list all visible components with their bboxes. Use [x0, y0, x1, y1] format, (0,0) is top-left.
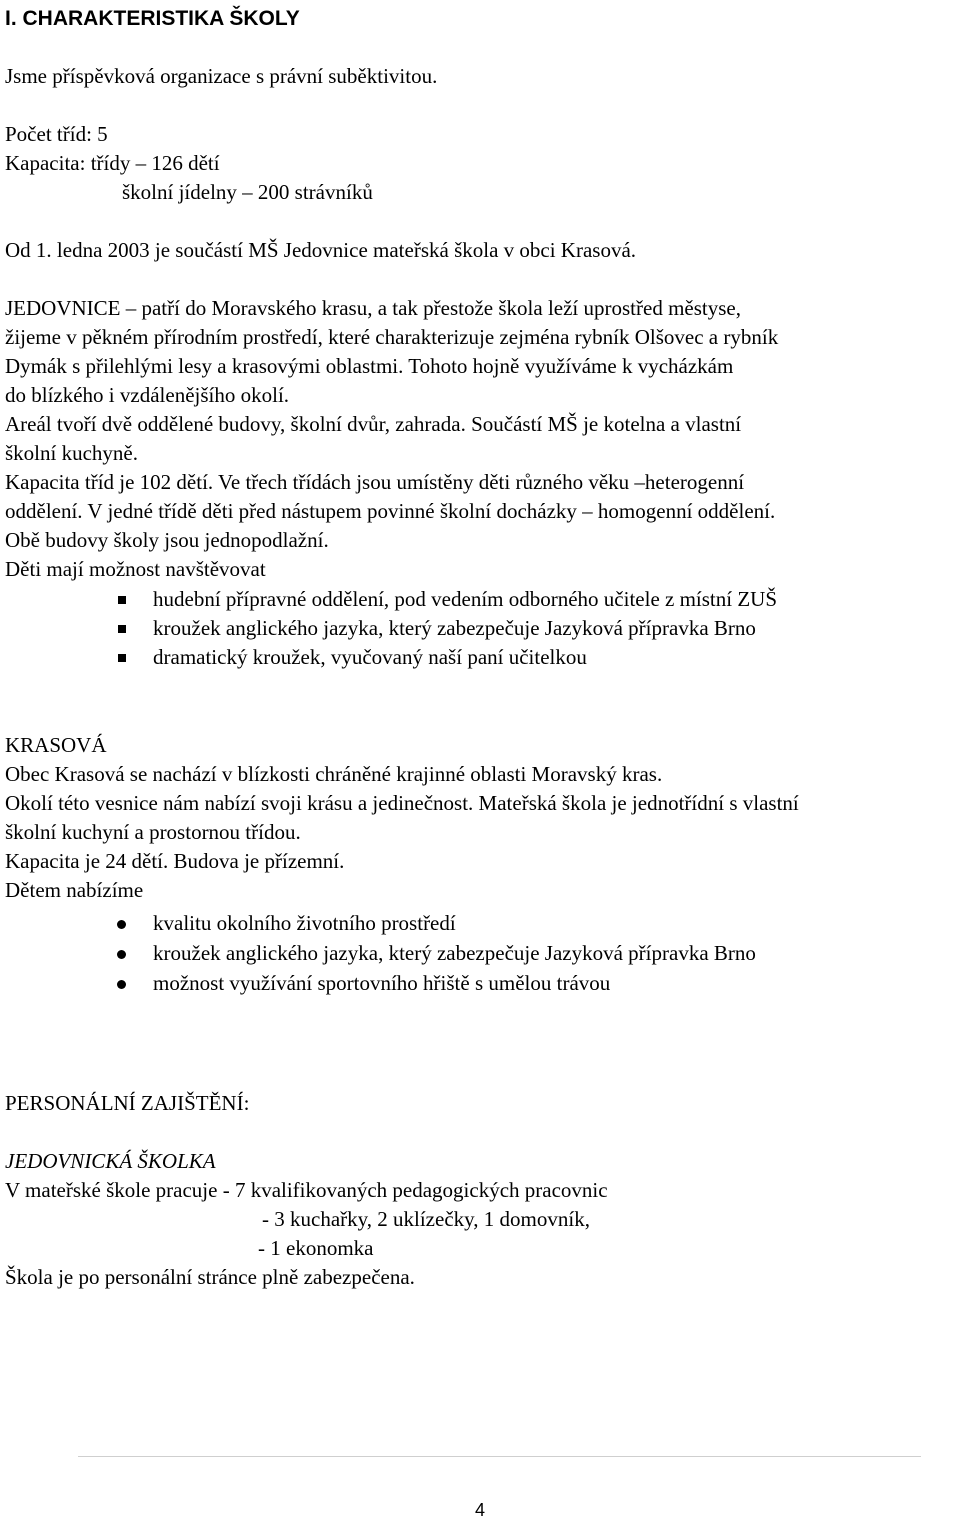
krasova-line-3: školní kuchyní a prostornou třídou. — [5, 820, 301, 844]
jedovnice-line-4: do blízkého i vzdálenějšího okolí. — [5, 383, 290, 407]
staff-line-1: V mateřské škole pracuje - 7 kvalifikovaných pedagogických pracovnic — [5, 1178, 608, 1202]
activity-item: hudební přípravné oddělení, pod vedením odborného učitele z místní ZUŠ — [153, 587, 778, 611]
offer-item: možnost využívání sportovního hřiště s umělou trávou — [153, 971, 611, 995]
round-bullet-icon — [117, 980, 126, 989]
activity-item: kroužek anglického jazyka, který zabezpečuje Jazyková přípravka Brno — [153, 616, 756, 640]
offer-intro: Dětem nabízíme — [5, 878, 144, 902]
activity-item: dramatický kroužek, vyučovaný naší paní učitelkou — [153, 645, 587, 669]
jedovnice-line-2: žijeme v pěkném přírodním prostředí, které charakterizuje zejména rybník Olšovec a rybník — [5, 325, 779, 349]
jedovnice-line-6: školní kuchyně. — [5, 441, 138, 465]
jedovnice-line-9: Obě budovy školy jsou jednopodlažní. — [5, 528, 329, 552]
jedovnice-line-3: Dymák s přilehlými lesy a krasovými oblastmi. Tohoto hojně využíváme k vycházkám — [5, 354, 734, 378]
offer-item: kvalitu okolního životního prostředí — [153, 911, 456, 935]
krasova-line-1: Obec Krasová se nachází v blízkosti chráněné krajinné oblasti Moravský kras. — [5, 762, 663, 786]
jedovnice-line-1: JEDOVNICE – patří do Moravského krasu, a tak přestože škola leží uprostřed městyse, — [5, 296, 741, 320]
square-bullet-icon — [118, 596, 126, 604]
square-bullet-icon — [118, 625, 126, 633]
intro-text: Jsme příspěvková organizace s právní suběktivitou. — [5, 64, 438, 88]
jedovnice-line-5: Areál tvoří dvě oddělené budovy, školní dvůr, zahrada. Součástí MŠ je kotelna a vlastní — [5, 412, 742, 436]
krasova-line-4: Kapacita je 24 dětí. Budova je přízemní. — [5, 849, 345, 873]
staff-title: PERSONÁLNÍ ZAJIŠTĚNÍ: — [5, 1091, 250, 1115]
capacity-classes: Kapacita: třídy – 126 dětí — [5, 151, 220, 175]
since-text: Od 1. ledna 2003 je součástí MŠ Jedovnice mateřská škola v obci Krasová. — [5, 238, 637, 262]
round-bullet-icon — [117, 950, 126, 959]
class-count: Počet tříd: 5 — [5, 122, 108, 146]
activities-intro: Děti mají možnost navštěvovat — [5, 557, 266, 581]
capacity-canteen: školní jídelny – 200 strávníků — [122, 180, 373, 204]
staff-closing: Škola je po personální stránce plně zabezpečena. — [5, 1265, 415, 1289]
krasova-title: KRASOVÁ — [5, 733, 107, 757]
page-number: 4 — [474, 1500, 485, 1520]
square-bullet-icon — [118, 654, 126, 662]
round-bullet-icon — [117, 920, 126, 929]
krasova-line-2: Okolí této vesnice nám nabízí svoji krásu a jedinečnost. Mateřská škola je jednotřídní s vlastní — [5, 791, 799, 815]
section-heading: I. CHARAKTERISTIKA ŠKOLY — [5, 7, 300, 30]
staff-line-3: - 1 ekonomka — [258, 1236, 374, 1260]
staff-subtitle: JEDOVNICKÁ ŠKOLKA — [5, 1149, 216, 1173]
staff-line-2: - 3 kuchařky, 2 uklízečky, 1 domovník, — [262, 1207, 590, 1231]
footer-divider — [78, 1456, 921, 1457]
offer-item: kroužek anglického jazyka, který zabezpečuje Jazyková přípravka Brno — [153, 941, 756, 965]
jedovnice-line-7: Kapacita tříd je 102 dětí. Ve třech třídách jsou umístěny děti různého věku –heterogenní — [5, 470, 745, 494]
jedovnice-line-8: oddělení. V jedné třídě děti před nástupem povinné školní docházky – homogenní oddělení. — [5, 499, 776, 523]
